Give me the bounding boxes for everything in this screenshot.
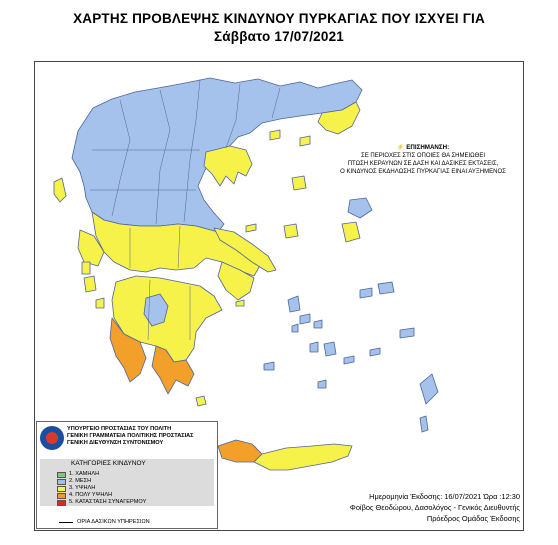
swatch-very-high xyxy=(57,493,66,499)
island-paros xyxy=(310,342,318,352)
island-thasos xyxy=(270,130,280,140)
legend-item-medium: 2. ΜΕΣΗ xyxy=(57,478,91,485)
issue-role: Πρόεδρος Ομάδας Έκδοσης xyxy=(426,514,520,523)
legend-item-low: 1. ΧΑΜΗΛΗ xyxy=(57,471,99,478)
swatch-low xyxy=(57,472,66,478)
island-santorini xyxy=(318,380,326,388)
issue-author: Φοίβος Θεοδώρου, Δασολόγος - Γενικός Διευθυντής xyxy=(349,503,520,512)
swatch-medium xyxy=(57,479,66,485)
island-corfu xyxy=(54,178,66,202)
civil-protection-emblem-icon xyxy=(40,426,64,450)
island-zakynthos xyxy=(96,298,104,308)
island-samos xyxy=(378,282,394,294)
issue-info xyxy=(300,491,520,524)
legend-item-high: 3. ΥΨΗΛΗ xyxy=(57,485,95,492)
legend-panel xyxy=(36,421,218,529)
island-ikaria xyxy=(360,288,372,298)
island-kythira xyxy=(196,396,206,406)
island-naxos xyxy=(324,342,336,356)
island-skyros xyxy=(284,224,298,238)
island-karpathos xyxy=(420,416,428,432)
island-tinos xyxy=(300,314,310,324)
island-lesvos xyxy=(348,198,372,218)
issue-date: Ημερομηνία Έκδοσης: 16/07/2021 Ώρα :12:30 xyxy=(369,492,520,501)
island-chios xyxy=(342,222,360,242)
island-mykonos xyxy=(314,320,322,328)
island-astypalaia xyxy=(370,348,380,356)
swatch-high xyxy=(57,486,66,492)
map-title: ΧΑΡΤΗΣ ΠΡΟΒΛΕΨΗΣ ΚΙΝΔΥΝΟΥ ΠΥΡΚΑΓΙΑΣ ΠΟΥ ΙΣΧΥΕΙ ΓΙΑ xyxy=(73,11,485,26)
island-syros xyxy=(292,324,298,332)
map-date: Σάββατο 17/07/2021 xyxy=(214,29,344,44)
island-aegina xyxy=(236,300,244,306)
island-limnos xyxy=(292,176,306,190)
swatch-alarm xyxy=(57,500,66,506)
island-milos xyxy=(264,362,274,370)
island-kos xyxy=(400,328,414,338)
lightning-warning: ⚡ ΕΠΙΣΗΜΑΝΣΗ: ΣΕ ΠΕΡΙΟΧΕΣ ΣΤΙΣ ΟΠΟΙΕΣ ΘΑ ΣΗΜΕΙΩΘΕΙ ΠΤΩΣΗ ΚΕΡΑΥΝΩΝ ΣΕ ΔΑΣΗ ΚΑΙ ΔΑΣΙΚΕΣ ΕΚΤΑΣΕΙΣ, Ο ΚΙΝΔΥΝΟΣ ΕΚΔΗΛΩΣΗΣ ΠΥΡΚΑΓΙΑΣ ΕΙΝΑΙ ΑΥΞΗΜΕΝΟΣ xyxy=(340,144,506,175)
risk-categories-title: ΚΑΤΗΓΟΡΙΕΣ ΚΙΝΔΥΝΟΥ xyxy=(71,460,146,467)
region-crete-east-yellow xyxy=(254,444,352,470)
legend-item-alarm: 5. ΚΑΤΑΣΤΑΣΗ ΣΥΝΑΓΕΡΜΟΥ xyxy=(57,499,146,506)
legend-item-very-high: 4. ΠΟΛΥ ΥΨΗΛΗ xyxy=(57,492,112,499)
island-andros xyxy=(288,296,300,312)
region-crete-west-orange xyxy=(218,440,262,462)
island-samothraki xyxy=(300,136,310,146)
lightning-icon: ⚡ xyxy=(396,144,405,151)
island-skiathos xyxy=(246,224,256,232)
forest-service-boundaries-legend: ΟΡΙΑ ΔΑΣΙΚΩΝ ΥΠΗΡΕΣΙΩΝ xyxy=(59,519,150,525)
island-amorgos xyxy=(344,356,354,364)
issuing-organization: ΥΠΟΥΡΓΕΙΟ ΠΡΟΣΤΑΣΙΑΣ ΤΟΥ ΠΟΛΙΤΗ ΓΕΝΙΚΗ ΓΡΑΜΜΑΤΕΙΑ ΠΟΛΙΤΙΚΗΣ ΠΡΟΣΤΑΣΙΑΣ ΓΕΝΙΚΗ ΔΙΕΥΘΥΝΣΗ ΣΥΝΤΟΝΙΣΜΟΥ xyxy=(67,426,194,446)
island-kefalonia xyxy=(84,276,96,292)
island-rhodes xyxy=(420,374,438,404)
region-chalkidiki xyxy=(204,146,252,186)
island-lefkada xyxy=(82,262,90,274)
